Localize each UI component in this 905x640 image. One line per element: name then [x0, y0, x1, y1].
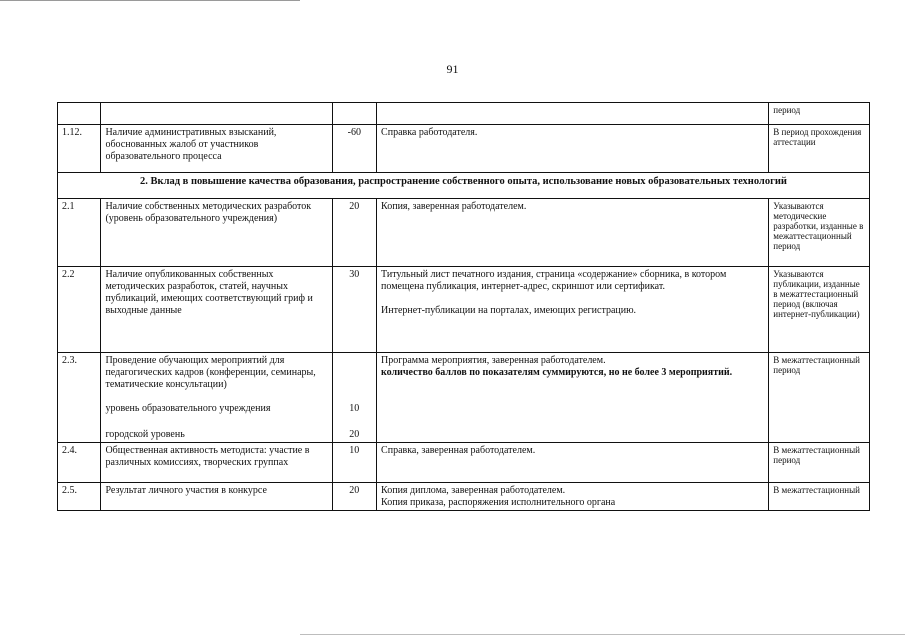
document-bold-note: количество баллов по показателям суммируются, но не более 3 мероприятий.	[381, 367, 733, 378]
row-number: 2.5.	[58, 483, 101, 511]
table-row	[58, 103, 870, 125]
sub-level-score: 10	[349, 403, 360, 414]
section-row	[58, 173, 870, 199]
row-note: Указываются методические разработки, изданные в межаттестационный период	[769, 199, 870, 267]
row-score: 20	[332, 483, 377, 511]
row-score	[332, 353, 377, 443]
row-number: 1.12.	[58, 125, 101, 173]
row-number: 2.1	[58, 199, 101, 267]
row-document	[377, 267, 769, 353]
table-row	[58, 443, 870, 483]
row-document: Справка работодателя.	[377, 125, 769, 173]
document-text-extra: Интернет-публикации на порталах, имеющих регистрацию.	[381, 305, 637, 316]
row-criterion: Наличие собственных методических разработок (уровень образовательного учреждения)	[101, 199, 332, 267]
page-number: 91	[446, 62, 459, 76]
row-score: 20	[332, 199, 377, 267]
row-score: 30	[332, 267, 377, 353]
row-document: Копия, заверенная работодателем.	[377, 199, 769, 267]
sub-level-label: уровень образовательного учреждения	[105, 403, 271, 414]
row-criterion: Наличие административных взысканий, обоснованных жалоб от участников образовательного процесса	[101, 125, 332, 173]
row-document: Справка, заверенная работодателем.	[377, 443, 769, 483]
table-row	[58, 353, 870, 443]
document-text: Титульный лист печатного издания, страница «содержание» сборника, в котором помещена публикация, интернет-адрес, скриншот или сертификат.	[381, 269, 727, 292]
table-row	[58, 267, 870, 353]
row-criterion: Общественная активность методиста: участие в различных комиссиях, творческих группах	[101, 443, 332, 483]
scan-edge-bottom	[300, 634, 905, 635]
row-note: В межаттестационный период	[769, 443, 870, 483]
criteria-table	[57, 102, 870, 511]
criterion-text: Проведение обучающих мероприятий для педагогических кадров (конференции, семинары, тематические консультации)	[105, 355, 316, 390]
row-criterion	[101, 353, 332, 443]
row-criterion: Результат личного участия в конкурсе	[101, 483, 332, 511]
table-row	[58, 483, 870, 511]
row-note: период	[769, 103, 870, 125]
row-document	[377, 353, 769, 443]
row-number	[58, 103, 101, 125]
section-heading: 2. Вклад в повышение качества образования, распространение собственного опыта, использование новых образовательных технологий	[58, 173, 870, 199]
row-note: В период прохождения аттестации	[769, 125, 870, 173]
sub-level-label: городской уровень	[105, 429, 185, 440]
row-number: 2.4.	[58, 443, 101, 483]
table-row	[58, 199, 870, 267]
row-note: В межаттестационный	[769, 483, 870, 511]
row-document	[377, 103, 769, 125]
row-criterion: Наличие опубликованных собственных методических разработок, статей, научных публикаций, имеющих соответствующий гриф и выходные данные	[101, 267, 332, 353]
document-text: Копия диплома, заверенная работодателем.	[381, 485, 566, 496]
sub-level-score: 20	[349, 429, 360, 440]
document-text-extra: Копия приказа, распоряжения исполнительного органа	[381, 497, 616, 508]
row-note: В межаттестационный период	[769, 353, 870, 443]
document-text: Программа мероприятия, заверенная работодателем.	[381, 355, 606, 366]
row-score: 10	[332, 443, 377, 483]
row-score: -60	[332, 125, 377, 173]
row-score	[332, 103, 377, 125]
table-row	[58, 125, 870, 173]
row-number: 2.3.	[58, 353, 101, 443]
row-note: Указываются публикации, изданные в межаттестационный период (включая интернет-публикации)	[769, 267, 870, 353]
scan-edge-top	[0, 0, 300, 1]
row-number: 2.2	[58, 267, 101, 353]
row-criterion	[101, 103, 332, 125]
row-document	[377, 483, 769, 511]
